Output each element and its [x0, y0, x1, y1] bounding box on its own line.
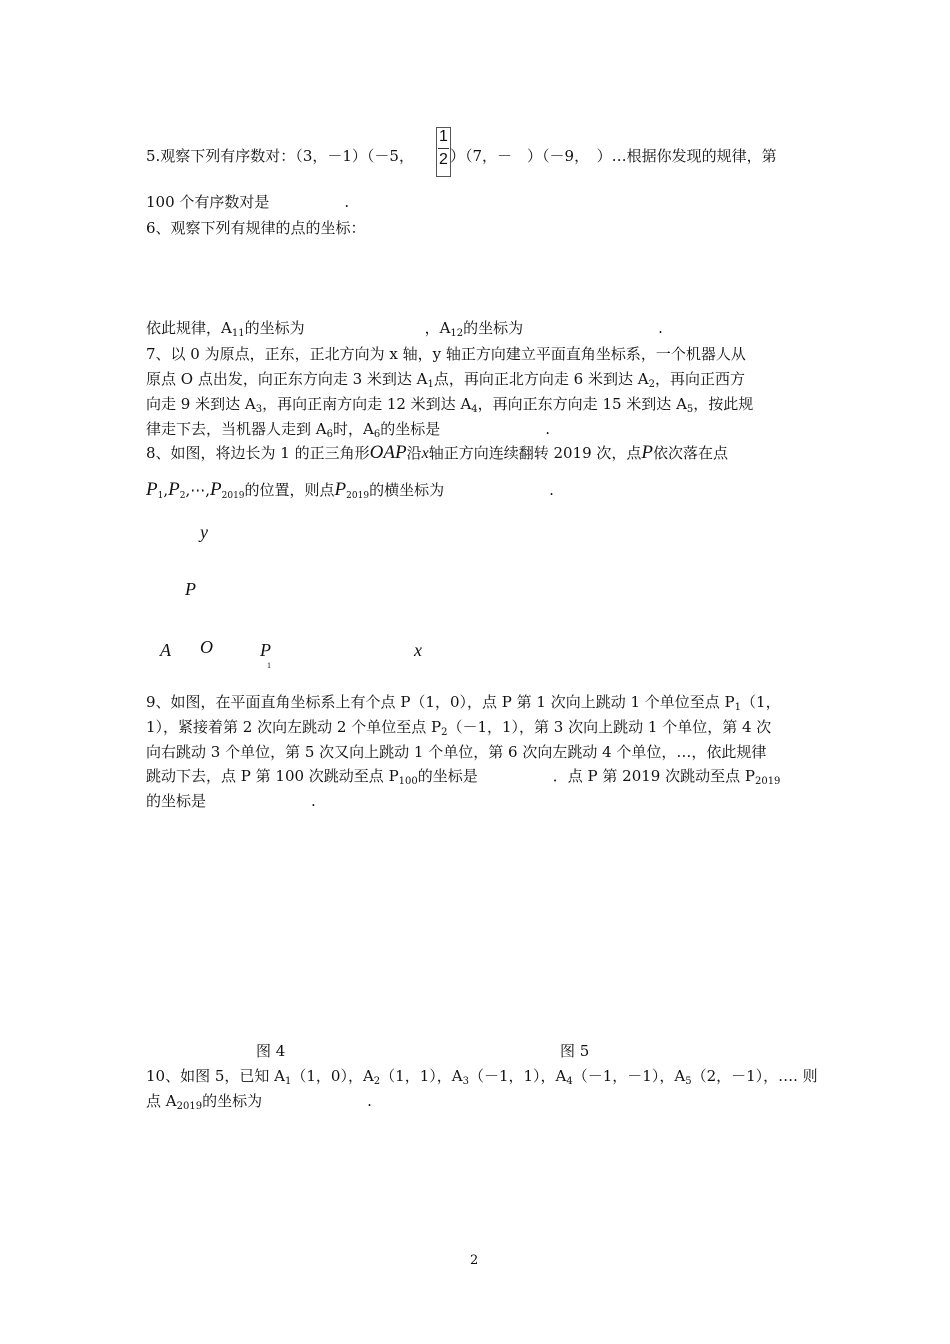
fig-label-o: O	[200, 637, 213, 657]
q5-line1b	[450, 146, 777, 166]
q9-sub: 100	[398, 776, 418, 787]
q7-sub: 4	[471, 404, 478, 415]
q10-sub: 2019	[176, 1101, 203, 1112]
q7-line1	[146, 344, 746, 364]
q7-text-line1: 7、以 0 为原点，正东，正北方向为 x 轴，y 轴正方向建立平面直角坐标系，一个机器人从	[146, 345, 746, 363]
q10-text-b: （1，0），A	[291, 1067, 374, 1085]
q6-sub-11: 11	[231, 328, 245, 339]
fig4-caption: 图 4	[256, 1042, 286, 1060]
q7-sub: 6	[373, 429, 381, 440]
q10-text-f: （2，－1），…. 则	[691, 1067, 818, 1085]
q7-sub: 6	[326, 429, 333, 440]
q8-sub: 2019	[221, 491, 245, 501]
q6-text-a: 依此规律，A	[146, 319, 232, 337]
q8-p-seq: P	[168, 479, 180, 500]
q7-text-2a: 原点 O 点出发，向正东方向走 3 米到达 A	[146, 370, 428, 388]
fig5-caption: 图 5	[560, 1042, 590, 1060]
q7-sub: 5	[686, 404, 694, 415]
q7-text-3c: ，再向正东方向走 15 米到达 A	[477, 395, 687, 413]
q9-text-3: 向右跳动 3 个单位，第 5 次又向上跳动 1 个单位，第 6 次向左跳动 4 个单位，…，依此规律	[146, 743, 767, 761]
q10-text-c: （1，1），A	[380, 1067, 463, 1085]
q8-p-seq: P	[146, 479, 158, 500]
q9-text-2b: （－1，1），第 3 次向上跳动 1 个单位，第 4 次	[447, 718, 772, 736]
q8-sub: 1	[157, 491, 164, 501]
fig-label-p1-sub: 1	[267, 661, 271, 670]
q10-sub: 2	[373, 1076, 381, 1087]
q9-sub: 2019	[754, 776, 781, 787]
q8-text-2a: 的位置，则点	[244, 481, 335, 499]
page-number: 2	[470, 1253, 479, 1268]
q10-text-2b: 的坐标为 .	[202, 1092, 372, 1110]
q10-sub: 5	[685, 1076, 692, 1087]
q9-text-2a: 1），紧接着第 2 次向左跳动 2 个单位至点 P	[146, 718, 442, 736]
q6-text-b: 的坐标为 ，A	[244, 319, 451, 337]
q9-line1	[146, 692, 781, 718]
q10-text-a: 10、如图 5，已知 A	[146, 1067, 285, 1085]
q7-line4	[146, 419, 550, 445]
q8-line2: $P_1,P_2,\cdots,P_{2019}$的位置，则点$P_{2019}$的横坐标为 .	[146, 479, 554, 501]
q5-text-line2: 100 个有序数对是 .	[146, 193, 350, 211]
q8-text-2b: 的横坐标为 .	[369, 481, 554, 499]
q8-p-seq: P	[334, 479, 347, 500]
q8-oap: OAP	[369, 442, 407, 463]
fig-label-p1: P	[260, 640, 271, 660]
q5-fraction	[436, 127, 451, 177]
q9-text-1b: （1，	[741, 693, 781, 711]
q5-line2	[146, 192, 349, 212]
q9-line2	[146, 717, 771, 743]
q9-text-4a: 跳动下去，点 P 第 100 次跳动至点 P	[146, 767, 399, 785]
q7-line2	[146, 369, 745, 395]
q8-p: P	[641, 442, 654, 463]
q9-text-1a: 9、如图，在平面直角坐标系上有个点 P（1，0），点 P 第 1 次向上跳动 1 个单位至点 P	[146, 693, 735, 711]
fig-label-p: P	[185, 579, 196, 599]
q7-sub: 2	[648, 379, 655, 390]
q10-text-e: （－1，－1），A	[572, 1067, 686, 1085]
q9-text-5: 的坐标是 .	[146, 792, 316, 810]
q6-text-c: 的坐标为 .	[463, 319, 663, 337]
q5-text-a: 5.观察下列有序数对：（3，－1）（－5，	[146, 147, 414, 165]
q8-x: x	[421, 445, 429, 462]
q6-line1	[146, 218, 366, 238]
q9-line4	[146, 766, 780, 792]
q9-line5	[146, 791, 316, 811]
q5-text-b: ）（7，－ ）（－9， ）…根据你发现的规律，第	[450, 147, 777, 165]
q10-sub: 1	[285, 1076, 292, 1087]
q7-text-3a: 向走 9 米到达 A	[146, 395, 256, 413]
fig-label-y: y	[200, 522, 208, 542]
q7-text-4c: 的坐标是 .	[380, 420, 550, 438]
q7-sub: 3	[255, 404, 263, 415]
q8-text-a: 8、如图，将边长为 1 的正三角形	[146, 444, 370, 462]
q10-sub: 4	[566, 1076, 573, 1087]
fraction-numerator: 1	[439, 128, 448, 145]
q7-text-4a: 律走下去，当机器人走到 A	[146, 420, 327, 438]
q7-text-2c: ，再向正西方	[654, 370, 745, 388]
q9-line3	[146, 742, 766, 762]
fig-label-x: x	[414, 640, 422, 660]
q7-text-2b: 点，再向正北方向走 6 米到达 A	[433, 370, 649, 388]
q10-line1	[146, 1066, 818, 1092]
q8-line1	[146, 443, 728, 464]
fig-label-a: A	[160, 640, 171, 660]
q9-text-4b: 的坐标是 ．点 P 第 2019 次跳动至点 P	[417, 767, 755, 785]
fraction-denominator: 2	[439, 151, 448, 168]
q5-line1	[146, 146, 414, 166]
fraction-bar	[438, 148, 449, 149]
q8-sub: 2	[179, 491, 186, 501]
q6-text-line1: 6、观察下列有规律的点的坐标：	[146, 219, 366, 237]
q10-text-d: （－1，1），A	[468, 1067, 567, 1085]
q10-sub: 3	[462, 1076, 469, 1087]
q9-sub: 2	[441, 727, 448, 738]
q9-sub: 1	[734, 702, 742, 713]
q7-text-3d: ，按此规	[693, 395, 754, 413]
q7-text-3b: ，再向正南方向走 12 米到达 A	[262, 395, 472, 413]
q8-text-c: 轴正方向连续翻转 2019 次，点	[428, 444, 642, 462]
q8-text-b: 沿	[406, 444, 422, 462]
q8-text-d: 依次落在点	[653, 444, 729, 462]
q8-sub: 2019	[346, 491, 370, 501]
q7-sub: 1	[427, 379, 434, 390]
q6-sub-12: 12	[450, 328, 464, 339]
q8-p-seq: P	[210, 479, 222, 500]
q7-line3	[146, 394, 753, 420]
q10-line2	[146, 1091, 372, 1117]
q6-line2	[146, 318, 663, 344]
q10-text-2a: 点 A	[146, 1092, 177, 1110]
q7-text-4b: 时，A	[332, 420, 374, 438]
